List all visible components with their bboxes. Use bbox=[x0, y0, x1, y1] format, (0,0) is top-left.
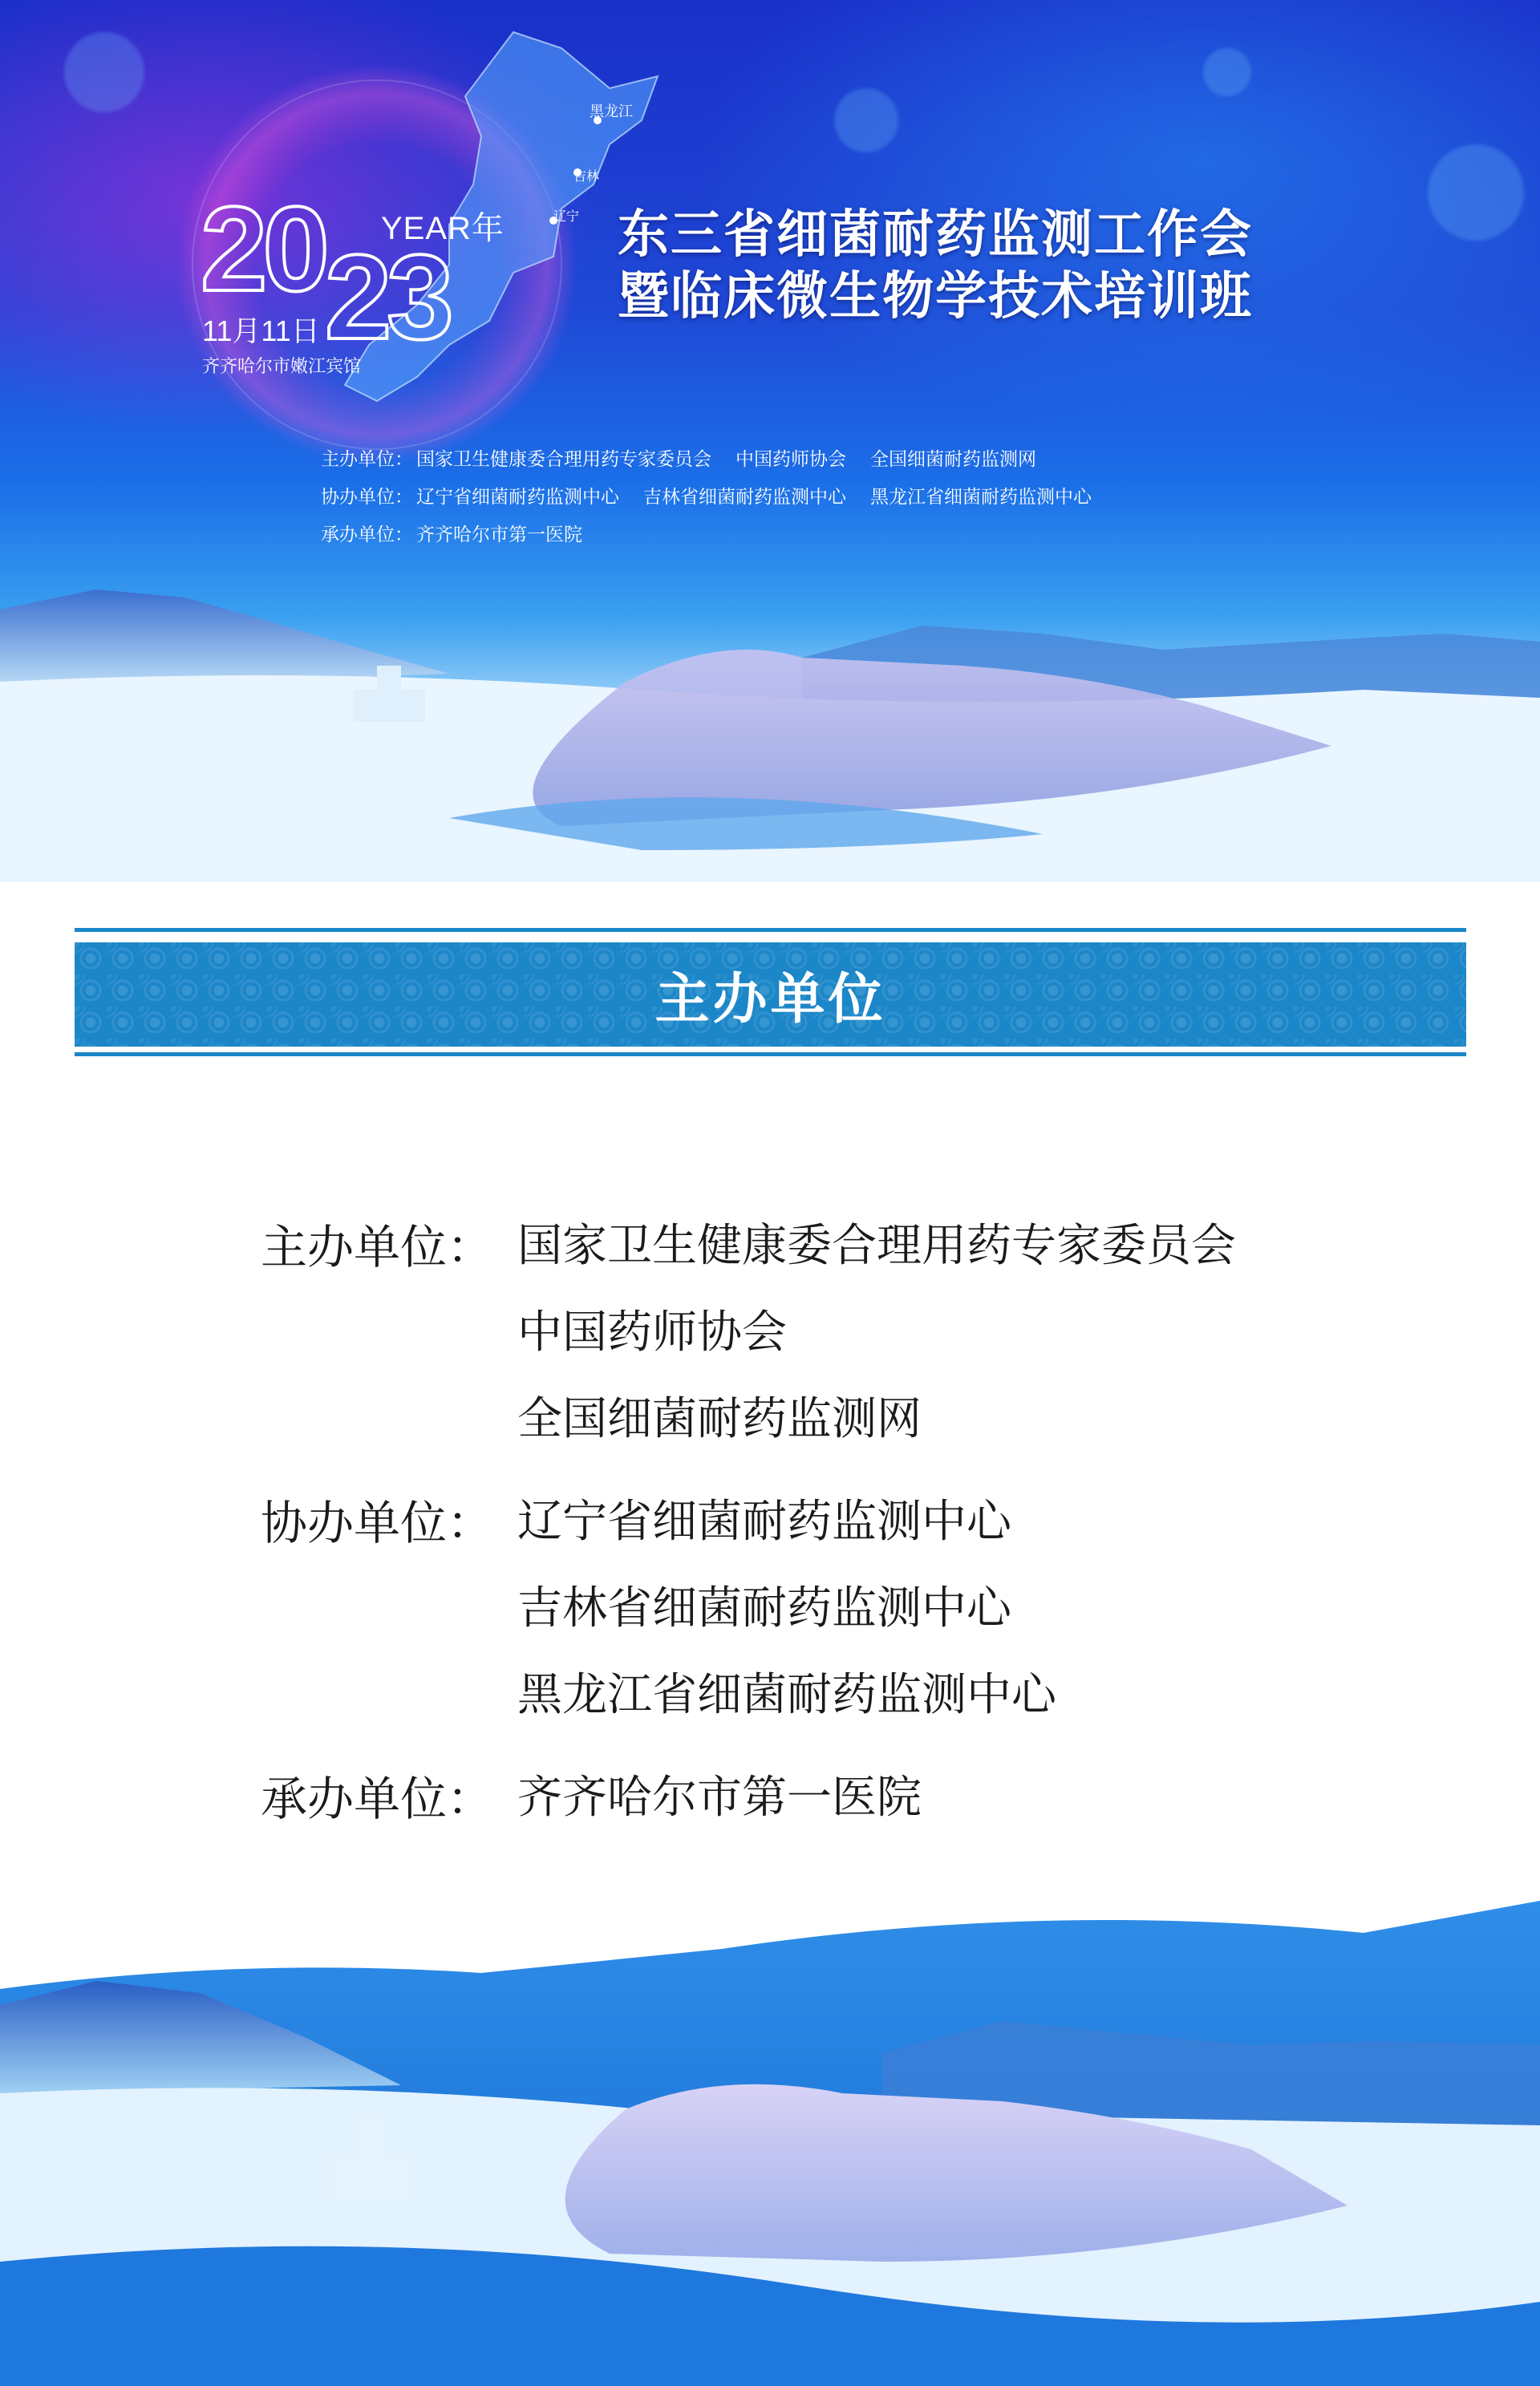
year-number: 2023 bbox=[201, 181, 449, 364]
header-organizers bbox=[321, 441, 1116, 554]
organizer-item: 中国药师协会 bbox=[517, 1306, 787, 1359]
banner-bottom-rule bbox=[75, 1052, 1466, 1056]
organizer-item: 齐齐哈尔市第一医院 bbox=[517, 1772, 922, 1824]
section-banner bbox=[75, 942, 1466, 1047]
organizer-item: 吉林省细菌耐药监测中心 bbox=[517, 1582, 1011, 1635]
organizer-label: 主办单位： bbox=[261, 1220, 494, 1274]
organizer-item: 全国细菌耐药监测网 bbox=[517, 1393, 922, 1445]
organizer-item: 辽宁省细菌耐药监测中心 bbox=[517, 1496, 1011, 1548]
footer-snow-landscape-image bbox=[0, 1885, 1540, 2386]
organizer-label: 协办单位： bbox=[261, 1496, 494, 1550]
event-title bbox=[618, 205, 1253, 328]
year-label: YEAR年 bbox=[381, 211, 505, 246]
organizer-group-host bbox=[261, 1203, 1236, 1463]
header-banner bbox=[0, 0, 1540, 882]
organizer-group-undertaker bbox=[261, 1755, 1236, 1843]
header-org-row: 承办单位： 齐齐哈尔市第一医院 bbox=[321, 525, 582, 545]
header-org-row: 协办单位： 辽宁省细菌耐药监测中心 吉林省细菌耐药监测中心 黑龙江省细菌耐药监测中心 bbox=[321, 487, 1092, 508]
organizer-item: 黑龙江省细菌耐药监测中心 bbox=[517, 1669, 1056, 1721]
organizer-item: 国家卫生健康委合理用药专家委员会 bbox=[517, 1220, 1236, 1272]
organizer-group-co-host bbox=[261, 1479, 1236, 1739]
event-title-line-2: 暨临床微生物学技术培训班 bbox=[618, 266, 1253, 326]
event-date: 11月11日 bbox=[202, 314, 320, 347]
svg-text:吉林: 吉林 bbox=[573, 168, 600, 184]
banner-top-rule bbox=[75, 928, 1466, 932]
section-title: 主办单位 bbox=[654, 967, 886, 1031]
organizer-label: 承办单位： bbox=[261, 1772, 494, 1826]
svg-text:黑龙江: 黑龙江 bbox=[590, 103, 633, 120]
header-org-row: 主办单位： 国家卫生健康委合理用药专家委员会 中国药师协会 全国细菌耐药监测网 bbox=[321, 449, 1036, 470]
organizer-list bbox=[261, 1203, 1236, 1859]
svg-text:辽宁: 辽宁 bbox=[553, 209, 580, 224]
event-venue: 齐齐哈尔市嫩江宾馆 bbox=[202, 357, 362, 377]
year-logo bbox=[201, 181, 537, 381]
event-title-line-1: 东三省细菌耐药监测工作会 bbox=[618, 205, 1253, 265]
